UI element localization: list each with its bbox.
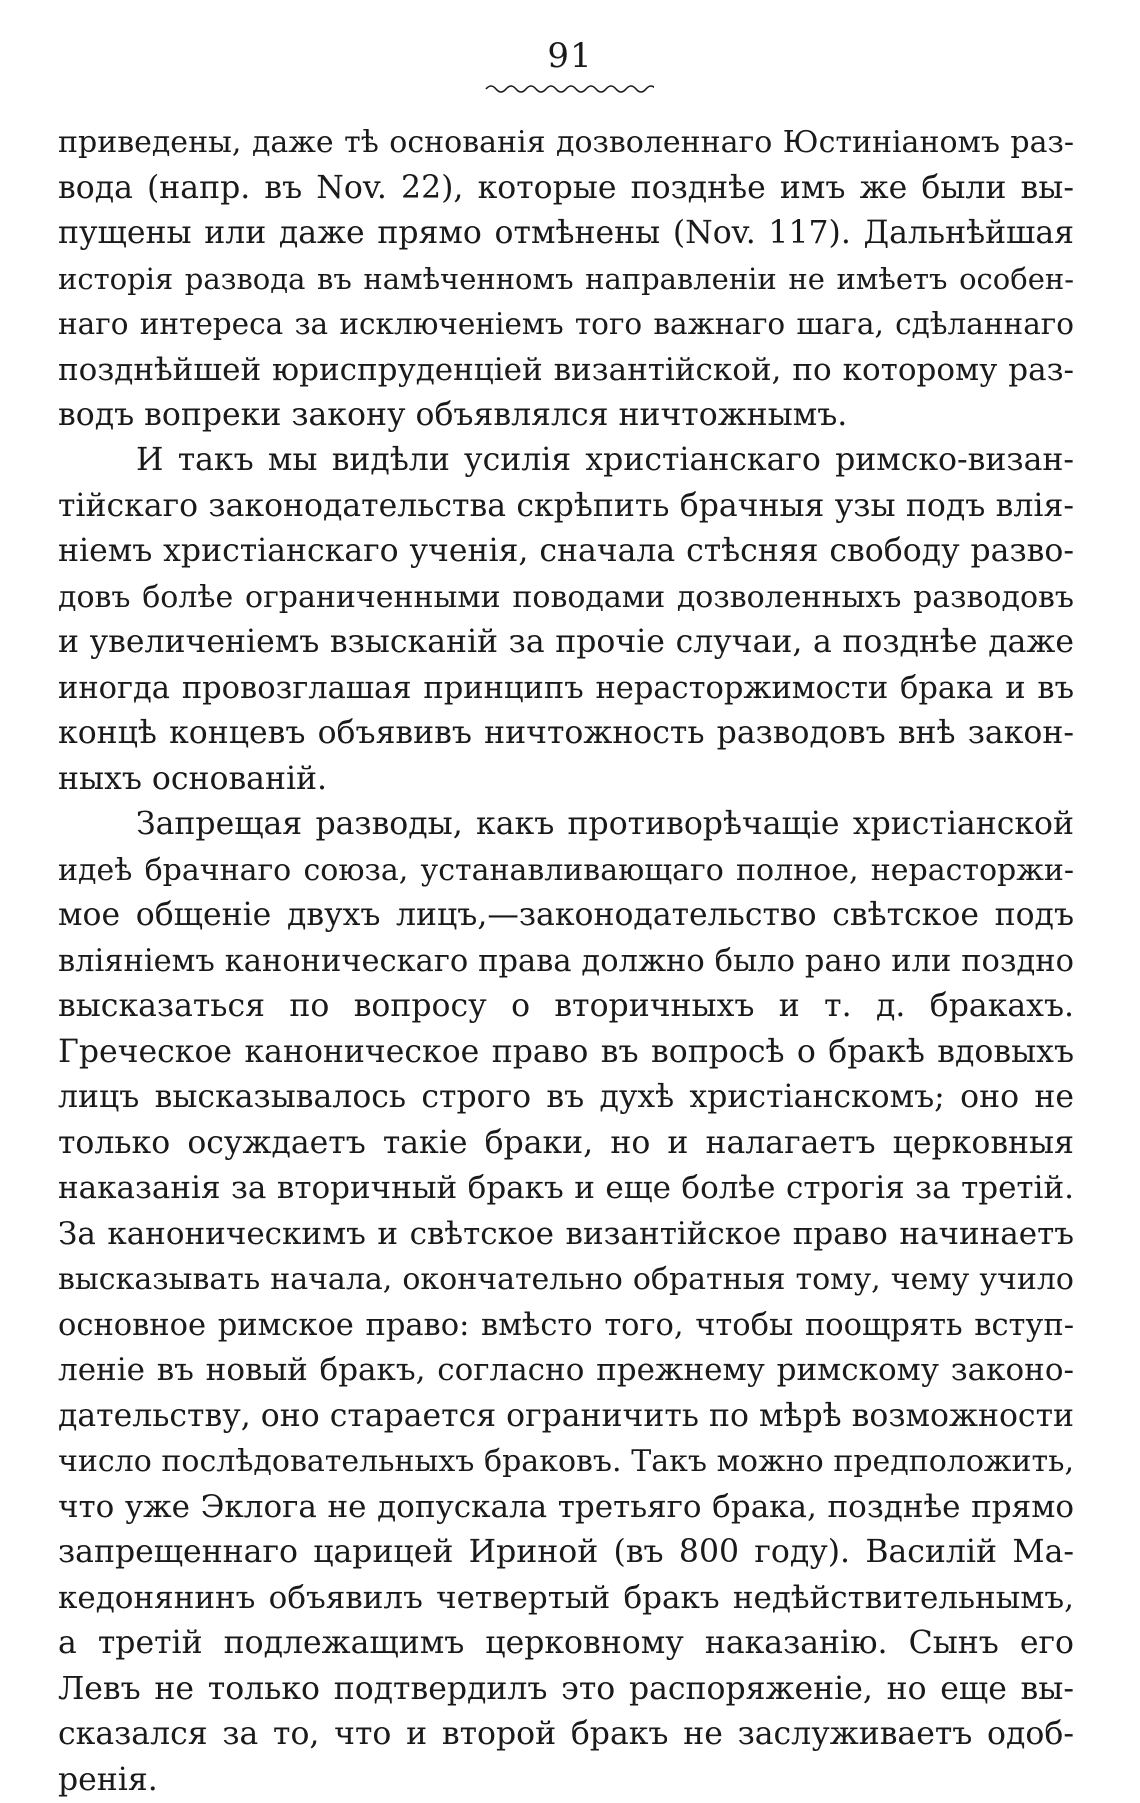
text-line: лицъ высказывалось строго въ духѣ христіанскомъ; оно не	[58, 1075, 1074, 1121]
text-line: ніемъ христіанскаго ученія, сначала стѣсняя свободу разво-	[58, 529, 1074, 575]
text-line: За каноническимъ и свѣтское византійское право начинаетъ	[58, 1212, 1074, 1258]
text-line: только осуждаетъ такіе браки, но и налагаетъ церковныя	[58, 1121, 1074, 1167]
text-line: И такъ мы видѣли усилія христіанскаго римско-визан-	[58, 438, 1074, 484]
text-line: дательству, оно старается ограничить по мѣрѣ возможности	[58, 1394, 1074, 1440]
text-line: высказывать начала, окончательно обратныя тому, чему учило	[58, 1257, 1074, 1303]
text-line: иногда провозглашая принципъ нерасторжимости брака и въ	[58, 666, 1074, 712]
text-line: пущены или даже прямо отмѣнены (Nov. 117). Дальнѣйшая	[58, 211, 1074, 257]
text-line: сказался за то, что и второй бракъ не заслуживаетъ одоб-	[58, 1712, 1074, 1758]
text-line: вліяніемъ каноническаго права должно было рано или поздно	[58, 939, 1074, 985]
text-line: вода (напр. въ Nov. 22), которые позднѣе имъ же были вы-	[58, 166, 1074, 212]
text-line: запрещеннаго царицей Ириной (въ 800 году). Василій Ма-	[58, 1530, 1074, 1576]
text-line: Запрещая разводы, какъ противорѣчащіе христіанской	[58, 802, 1074, 848]
wavy-rule-ornament	[484, 82, 654, 96]
text-line: а третій подлежащимъ церковному наказанію. Сынъ его	[58, 1621, 1074, 1667]
text-line: концѣ концевъ объявивъ ничтожность разводовъ внѣ закон-	[58, 711, 1074, 757]
text-line: Левъ не только подтвердилъ это распоряженіе, но еще вы-	[58, 1667, 1074, 1713]
text-line: приведены, даже тѣ основанія дозволеннаго Юстиніаномъ раз-	[58, 120, 1074, 166]
text-line: леніе въ новый бракъ, согласно прежнему римскому законо-	[58, 1348, 1074, 1394]
text-line: что уже Эклога не допускала третьяго брака, позднѣе прямо	[58, 1485, 1074, 1531]
text-line: основное римское право: вмѣсто того, чтобы поощрять вступ-	[58, 1303, 1074, 1349]
text-line: водъ вопреки закону объявлялся ничтожнымъ.	[58, 393, 1074, 439]
text-line: позднѣйшей юриспруденціей византійской, по которому раз-	[58, 348, 1074, 394]
text-line: мое общеніе двухъ лицъ,—законодательство свѣтское подъ	[58, 893, 1074, 939]
text-line: число послѣдовательныхъ браковъ. Такъ можно предположить,	[58, 1439, 1074, 1485]
text-line: высказаться по вопросу о вторичныхъ и т. д. бракахъ.	[58, 984, 1074, 1030]
paragraph-3	[58, 802, 1074, 1803]
text-line: наго интереса за исключеніемъ того важнаго шага, сдѣланнаго	[58, 302, 1074, 348]
text-line: ренія.	[58, 1758, 1074, 1803]
page-number: 91	[0, 36, 1140, 76]
text-line: довъ болѣе ограниченными поводами дозволенныхъ разводовъ	[58, 575, 1074, 621]
paragraph-1	[58, 120, 1074, 439]
text-line: кедонянинъ объявилъ четвертый бракъ недѣйствительнымъ,	[58, 1576, 1074, 1622]
text-line: ныхъ основаній.	[58, 757, 1074, 803]
text-line: и увеличеніемъ взысканій за прочіе случаи, а позднѣе даже	[58, 620, 1074, 666]
text-line: идеѣ брачнаго союза, устанавливающаго полное, нерасторжи-	[58, 848, 1074, 894]
text-line: исторія развода въ намѣченномъ направленіи не имѣетъ особен-	[58, 257, 1074, 303]
text-line: Греческое каноническое право въ вопросѣ о бракѣ вдовыхъ	[58, 1030, 1074, 1076]
text-line: тійскаго законодательства скрѣпить брачныя узы подъ влія-	[58, 484, 1074, 530]
paragraph-2	[58, 438, 1074, 802]
text-line: наказанія за вторичный бракъ и еще болѣе строгія за третій.	[58, 1166, 1074, 1212]
